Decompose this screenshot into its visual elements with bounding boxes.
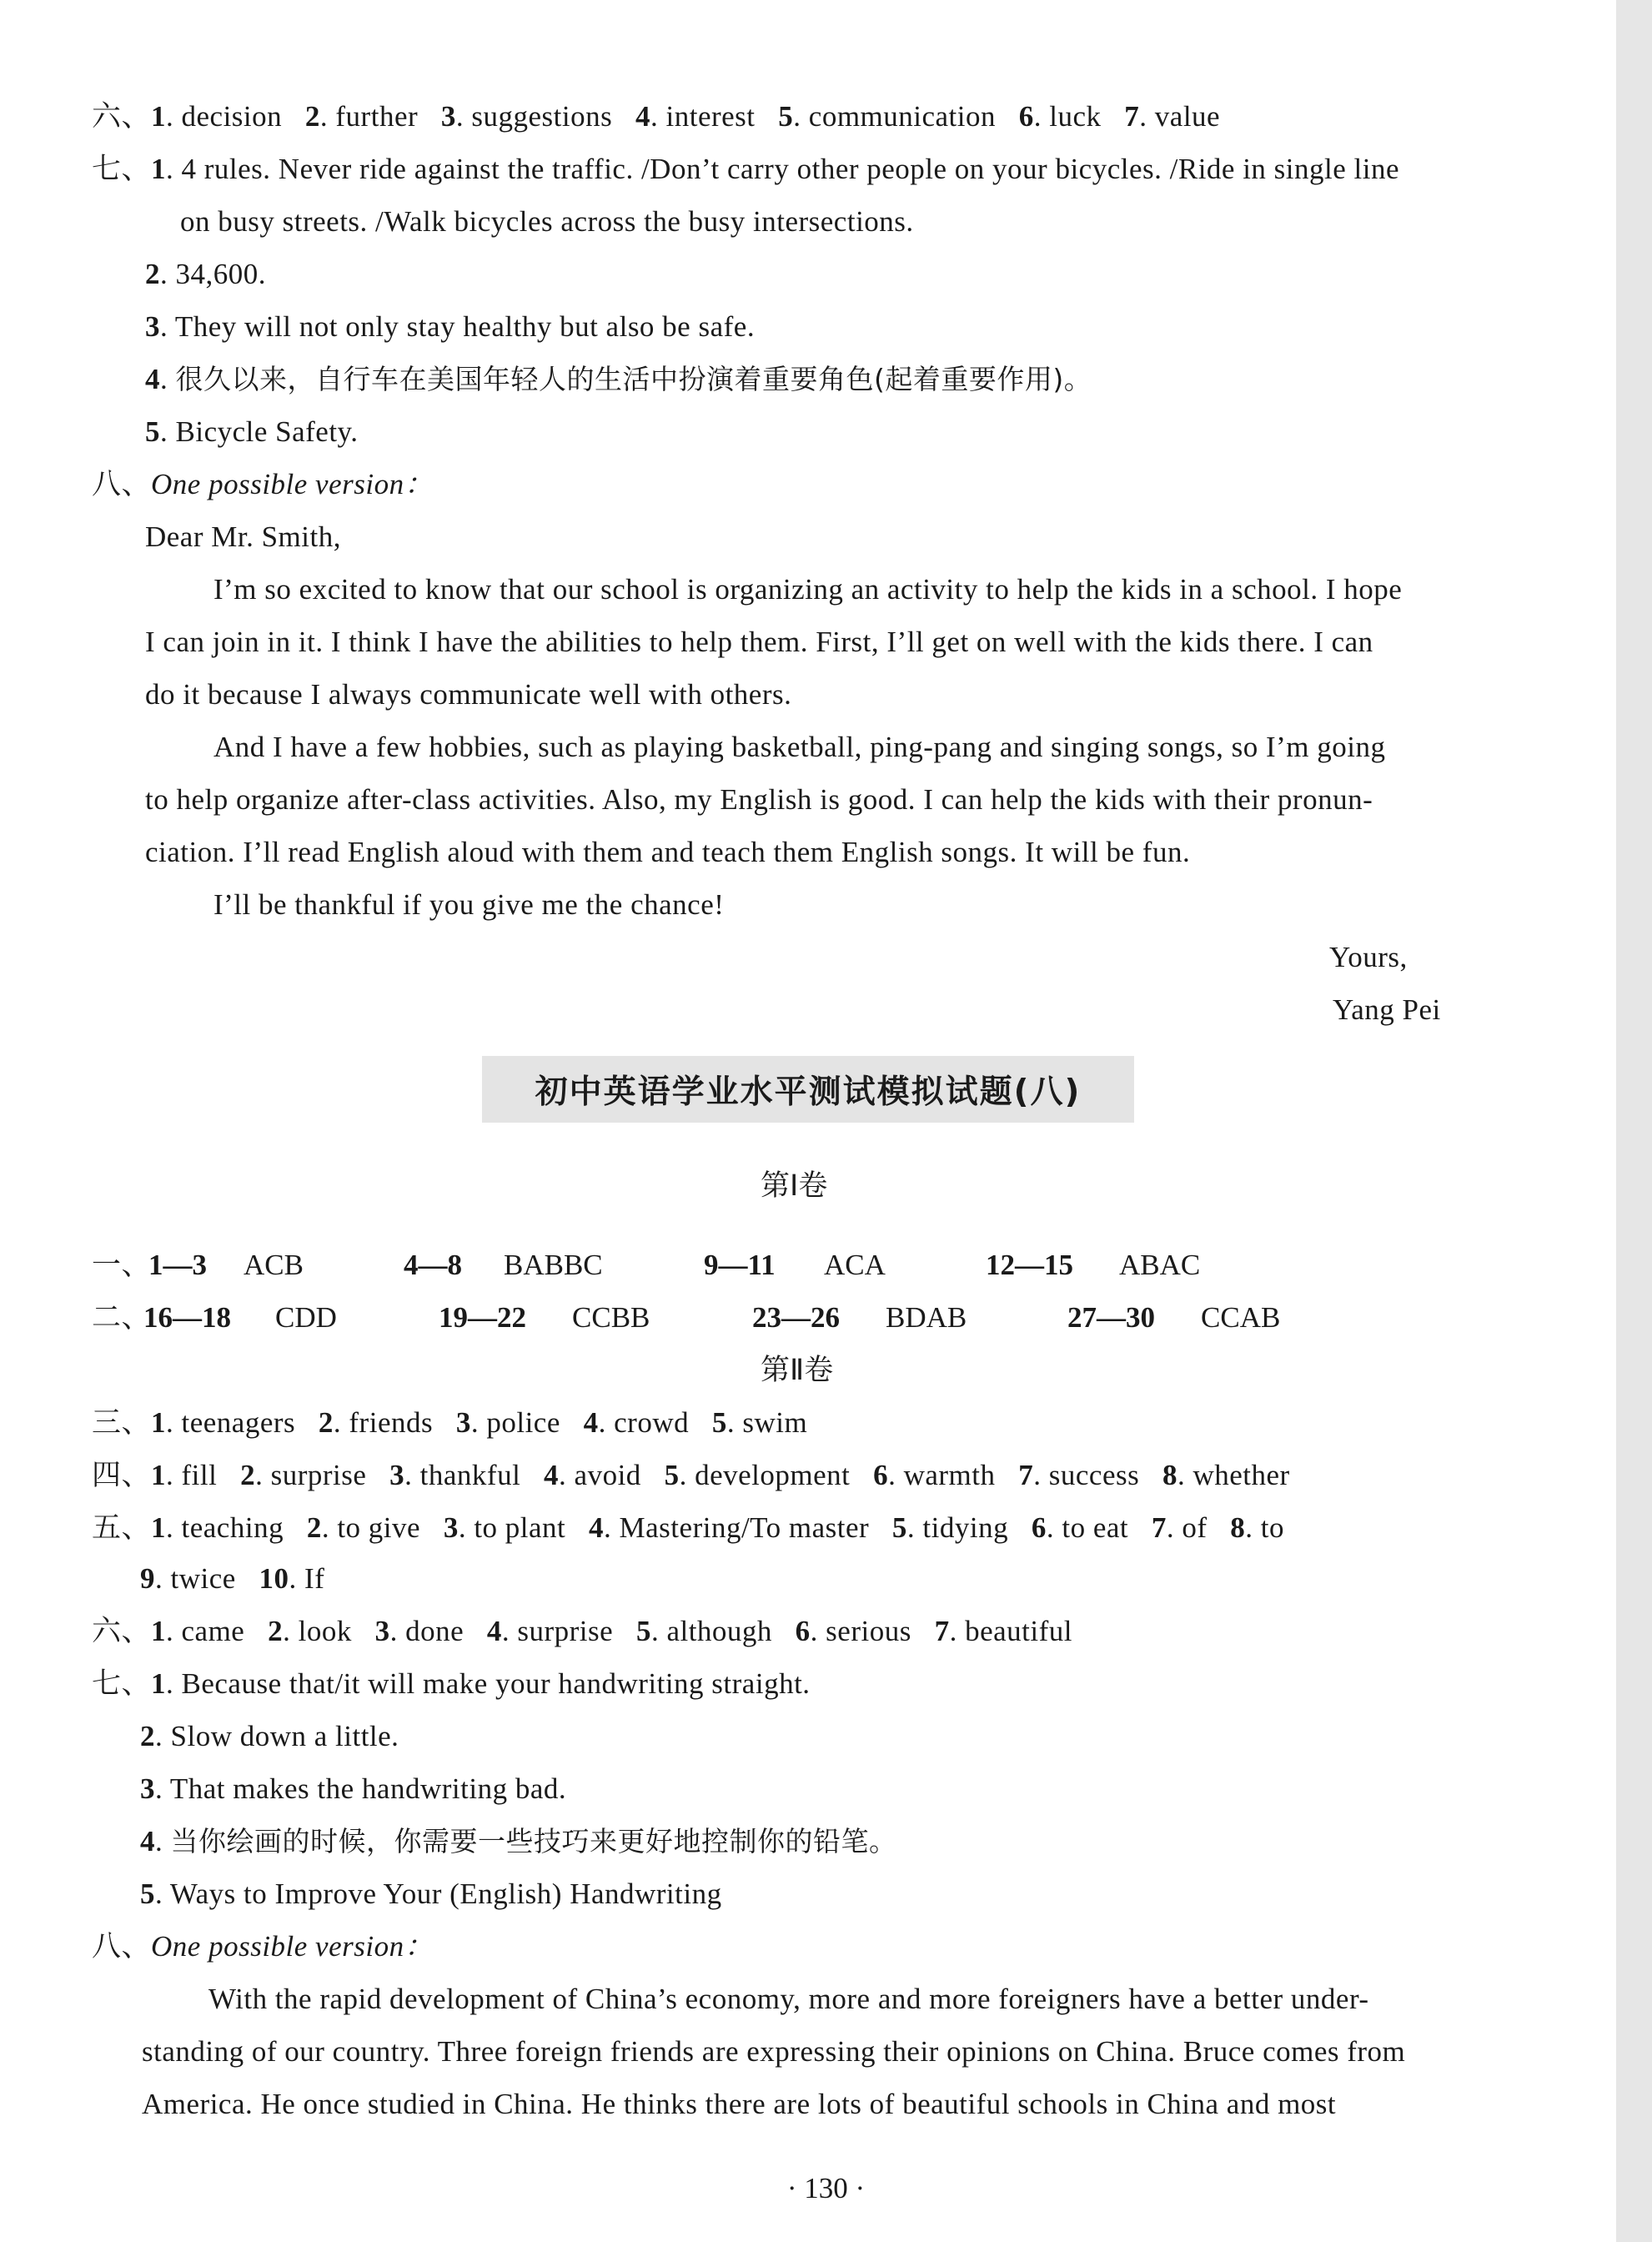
s1-group-3: 9—11 [704, 1249, 776, 1281]
s2-group-1: 16—18 [143, 1301, 231, 1334]
s2-answer-3: BDAB [886, 1301, 967, 1334]
exam-s2-marker: 二、 [92, 1301, 152, 1335]
exam-s1-marker: 一、 [92, 1249, 152, 1282]
exam-s3-line: 三、1. teenagers 2. friends 3. police 4. crowd 5. swim [92, 1406, 808, 1440]
s1-answer-2: BABBC [504, 1249, 603, 1281]
prev-s8-label: 八、One possible version： [92, 468, 434, 501]
s2-group-2: 19—22 [439, 1301, 526, 1334]
prev-s7-q5: 5. Bicycle Safety. [145, 415, 359, 448]
letter-p2-line1: And I have a few hobbies, such as playing basketball, ping-pang and singing songs, so I’m going [213, 731, 1386, 763]
letter-p2-line2: to help organize after-class activities. Also, my English is good. I can help the kids with their pronun- [145, 783, 1373, 816]
letter-signature: Yang Pei [1333, 993, 1441, 1026]
essay-line3: America. He once studied in China. He thinks there are lots of beautiful schools in China and most [142, 2088, 1337, 2120]
page-edge-shadow [1616, 0, 1652, 2242]
prev-s7-q2: 2. 34,600. [145, 258, 266, 290]
exam-s5-line1: 五、1. teaching 2. to give 3. to plant 4. Mastering/To master 5. tidying 6. to eat 7. of 8. to [92, 1511, 1285, 1545]
exam-title: 初中英语学业水平测试模拟试题(八) [535, 1073, 1082, 1111]
exam-s7-q3: 3. That makes the handwriting bad. [140, 1772, 567, 1805]
exam-s6-line: 六、1. came 2. look 3. done 4. surprise 5. although 6. serious 7. beautiful [92, 1615, 1072, 1648]
exam-s7-q2: 2. Slow down a little. [140, 1720, 399, 1752]
exam-s7-q4: 4. 当你绘画的时候，你需要一些技巧来更好地控制你的铅笔。 [140, 1825, 897, 1857]
exam-s7-q1: 七、1. Because that/it will make your handwriting straight. [92, 1667, 811, 1701]
s2-answer-2: CCBB [572, 1301, 650, 1334]
exam-s4-line: 四、1. fill 2. surprise 3. thankful 4. avoid 5. development 6. warmth 7. success 8. whether [92, 1459, 1290, 1492]
s1-answer-1: ACB [244, 1249, 304, 1281]
s1-group-2: 4—8 [404, 1249, 462, 1281]
s1-answer-4: ABAC [1119, 1249, 1201, 1281]
volume-2-heading: 第Ⅱ卷 [761, 1354, 834, 1387]
exam-title-banner [482, 1056, 1134, 1123]
essay-line2: standing of our country. Three foreign friends are expressing their opinions on China. Bruce comes from [142, 2035, 1406, 2068]
section-marker: 六、 [92, 100, 152, 133]
s1-group-1: 1—3 [148, 1249, 207, 1281]
letter-p1-line1: I’m so excited to know that our school is organizing an activity to help the kids in a school. I hope [213, 573, 1403, 606]
exam-s5-line2: 9. twice 10. If [140, 1562, 325, 1595]
s1-group-4: 12—15 [986, 1249, 1073, 1281]
s2-group-3: 23—26 [752, 1301, 840, 1334]
s1-answer-3: ACA [824, 1249, 886, 1281]
prev-s7-q4: 4. 很久以来，自行车在美国年轻人的生活中扮演着重要角色(起着重要作用)。 [145, 363, 1092, 395]
letter-closing: Yours, [1329, 941, 1408, 973]
s2-group-4: 27—30 [1067, 1301, 1155, 1334]
prev-s6-line: 六、1. decision 2. further 3. suggestions 4. interest 5. communication 6. luck 7. value [92, 100, 1221, 133]
exam-s7-q5: 5. Ways to Improve Your (English) Handwriting [140, 1878, 722, 1910]
s2-answer-4: CCAB [1201, 1301, 1281, 1334]
prev-s7-q1b: on busy streets. /Walk bicycles across the busy intersections. [180, 205, 914, 238]
prev-s7-q3: 3. They will not only stay healthy but also be safe. [145, 310, 756, 343]
letter-p3: I’ll be thankful if you give me the chance! [213, 888, 725, 921]
letter-greeting: Dear Mr. Smith, [145, 520, 341, 553]
essay-line1: With the rapid development of China’s economy, more and more foreigners have a better under- [208, 1983, 1369, 2015]
s2-answer-1: CDD [275, 1301, 337, 1334]
letter-p2-line3: ciation. I’ll read English aloud with them and teach them English songs. It will be fun. [145, 836, 1191, 868]
letter-p1-line2: I can join in it. I think I have the abilities to help them. First, I’ll get on well with the kids there. I can [145, 626, 1373, 658]
prev-s7-q1a: 七、1. 4 rules. Never ride against the traffic. /Don’t carry other people on your bicycles. /Ride in single line [92, 153, 1400, 186]
exam-s8-label: 八、One possible version： [92, 1930, 434, 1963]
page-number: · 130 · [786, 2172, 866, 2204]
volume-1-heading: 第Ⅰ卷 [761, 1169, 828, 1203]
letter-p1-line3: do it because I always communicate well with others. [145, 678, 792, 711]
